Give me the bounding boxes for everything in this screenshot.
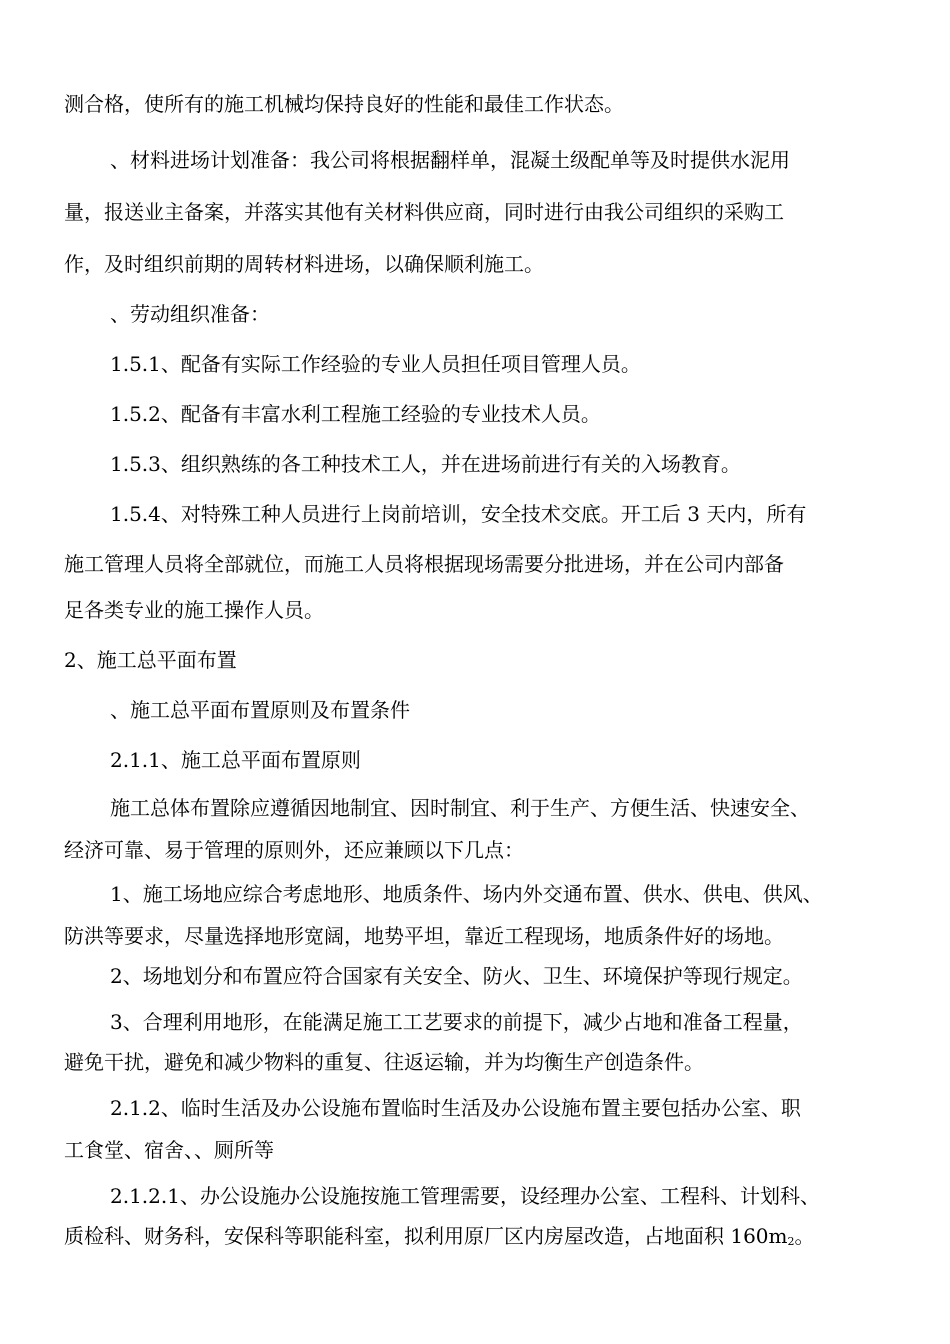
text-line: 测合格，使所有的施工机械均保持良好的性能和最佳工作状态。 — [64, 92, 624, 116]
text-line: 工食堂、宿舍、、厕所等 — [64, 1138, 274, 1162]
text-line: 作，及时组织前期的周转材料进场，以确保顺利施工。 — [64, 252, 544, 276]
text-line: 量，报送业主备案，并落实其他有关材料供应商，同时进行由我公司组织的采购工 — [64, 200, 784, 224]
subsection-heading: 2.1.1、施工总平面布置原则 — [110, 748, 361, 772]
subsection-heading: 、施工总平面布置原则及布置条件 — [110, 698, 410, 722]
text-line: 1.5.1、配备有实际工作经验的专业人员担任项目管理人员。 — [110, 352, 641, 376]
text-line: 施工总体布置除应遵循因地制宜、因时制宜、利于生产、方便生活、快速安全、 — [110, 796, 810, 820]
text-line: 、劳动组织准备： — [110, 302, 270, 326]
text-line: 防洪等要求，尽量选择地形宽阔，地势平坦，靠近工程现场，地质条件好的场地。 — [64, 924, 784, 948]
text-line: 足各类专业的施工操作人员。 — [64, 598, 324, 622]
text-line: 2.1.2、临时生活及办公设施布置临时生活及办公设施布置主要包括办公室、职 — [110, 1096, 801, 1120]
superscript: 2 — [787, 1235, 795, 1248]
text-line: 2.1.2.1、办公设施办公设施按施工管理需要，设经理办公室、工程科、计划科、 — [110, 1184, 820, 1208]
text-line — [64, 1222, 815, 1256]
text-line: 施工管理人员将全部就位，而施工人员将根据现场需要分批进场，并在公司内部备 — [64, 552, 784, 576]
text-line: 、材料进场计划准备：我公司将根据翻样单，混凝土级配单等及时提供水泥用 — [110, 148, 790, 172]
text-line: 1.5.2、配备有丰富水利工程施工经验的专业技术人员。 — [110, 402, 601, 426]
text-line: 1、施工场地应综合考虑地形、地质条件、场内外交通布置、供水、供电、供风、 — [110, 882, 823, 906]
text-run: 质检科、财务科，安保科等职能科室，拟利用原厂区内房屋改造，占地面积 160m — [64, 1224, 788, 1248]
text-line: 2、场地划分和布置应符合国家有关安全、防火、卫生、环境保护等现行规定。 — [110, 964, 803, 988]
text-line: 避免干扰，避免和减少物料的重复、往返运输，并为均衡生产创造条件。 — [64, 1050, 704, 1074]
text-line: 1.5.3、组织熟练的各工种技术工人，并在进场前进行有关的入场教育。 — [110, 452, 741, 476]
text-run: 。 — [794, 1224, 815, 1248]
section-heading: 2、施工总平面布置 — [64, 648, 237, 672]
text-line: 3、合理利用地形，在能满足施工工艺要求的前提下，减少占地和准备工程量， — [110, 1010, 803, 1034]
text-line: 经济可靠、易于管理的原则外，还应兼顾以下几点： — [64, 838, 524, 862]
text-line: 1.5.4、对特殊工种人员进行上岗前培训，安全技术交底。开工后 3 天内，所有 — [110, 502, 807, 526]
